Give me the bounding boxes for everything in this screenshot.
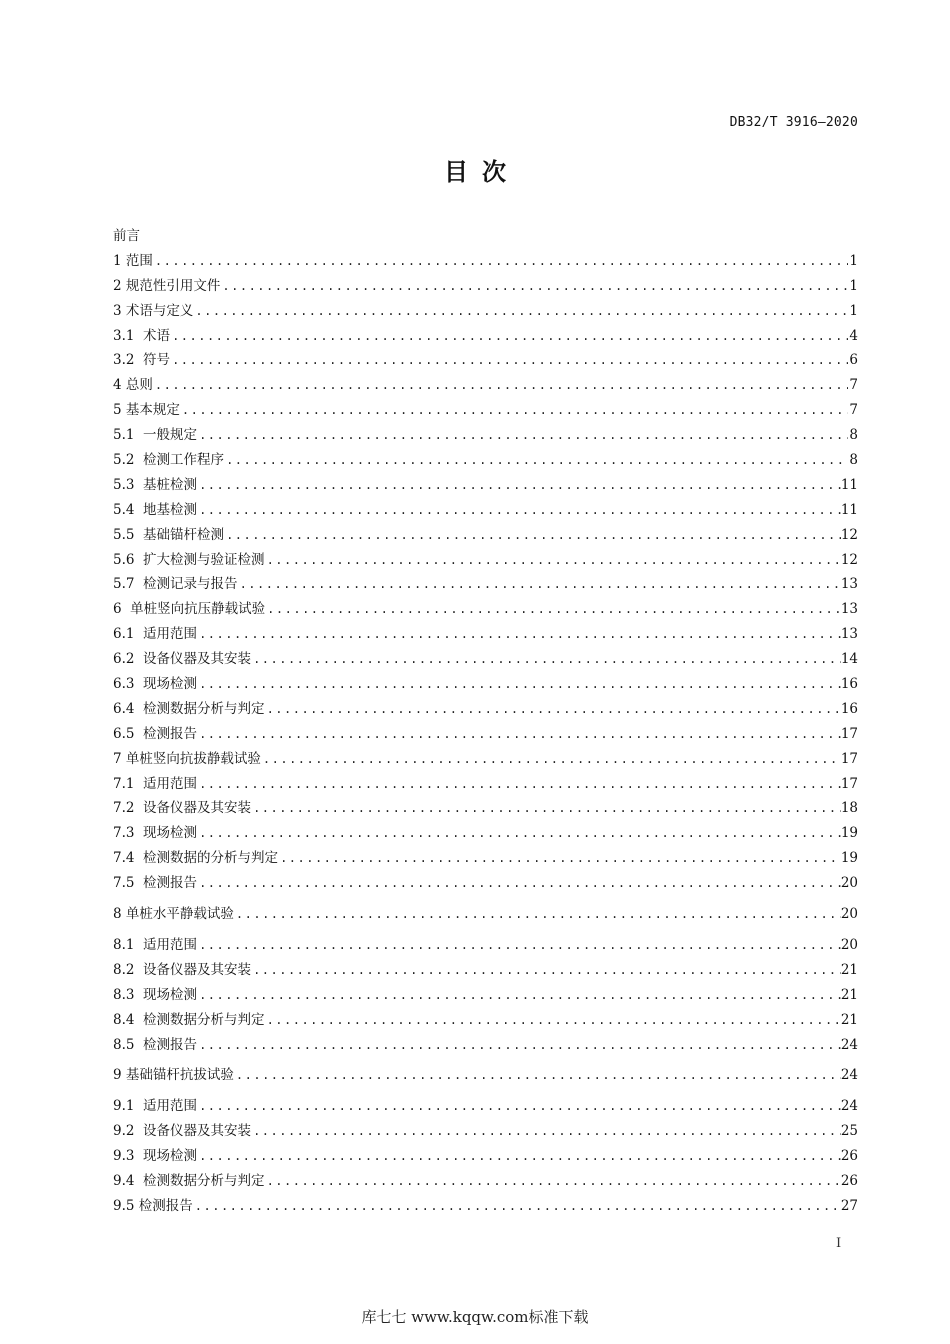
toc-entry-label: 5.3 基桩检测 [113,476,198,493]
toc-entry-label: 3.1 术语 [113,327,171,344]
toc-entry-label: 6.4 检测数据分析与判定 [113,700,265,717]
toc-entry-label: 9 基础锚杆抗拔试验 [113,1067,234,1084]
toc-leader-dots [224,523,841,548]
toc-leader-dots [193,299,848,324]
toc-leader-dots [197,871,841,896]
page-title: 目次 [444,158,520,186]
toc-page-number: 1 [849,277,858,294]
toc-entry[interactable] [113,722,858,747]
toc-entry[interactable] [113,672,858,697]
toc-entry[interactable] [113,274,858,299]
toc-leader-dots [265,548,841,573]
toc-entry[interactable] [113,398,858,423]
toc-entry-label: 7.3 现场检测 [113,825,198,842]
toc-page-number: 26 [840,1148,858,1165]
toc-entry-label: 8.3 现场检测 [113,986,198,1003]
toc-entry[interactable] [113,1033,858,1058]
toc-leader-dots [261,747,841,772]
toc-entry[interactable] [113,448,858,473]
toc-entry-label: 3 术语与定义 [113,302,194,319]
toc-entry[interactable] [113,1169,858,1194]
toc-leader-dots [265,597,841,622]
toc-entry[interactable] [113,348,858,373]
toc-entry-label: 8.5 检测报告 [113,1036,198,1053]
toc-entry[interactable] [113,622,858,647]
toc-leader-dots [197,1094,841,1119]
toc-entry-label: 4 总则 [113,377,153,394]
toc-entry[interactable] [113,1063,858,1088]
toc-entry-label: 5.2 检测工作程序 [113,452,225,469]
toc-leader-dots [251,647,841,672]
toc-entry[interactable] [113,846,858,871]
toc-entry-label: 9.4 检测数据分析与判定 [113,1172,265,1189]
toc-entry[interactable] [113,299,858,324]
toc-entry-label: 6.3 现场检测 [113,676,198,693]
toc-entry[interactable] [113,572,858,597]
toc-entry[interactable] [113,498,858,523]
toc-page-number: 1 [849,252,858,269]
toc-entry[interactable] [113,1119,858,1144]
toc-entry[interactable] [113,249,858,274]
toc-page-number: 24 [840,1067,858,1084]
toc-entry-label: 5.1 一般规定 [113,427,198,444]
toc-entry-label: 2 规范性引用文件 [113,277,221,294]
toc-leader-dots [197,983,841,1008]
toc-entry-label: 8.4 检测数据分析与判定 [113,1011,265,1028]
toc-leader-dots [251,1119,841,1144]
toc-entry[interactable] [113,423,858,448]
toc-leader-dots [180,398,848,423]
toc-page-number: 16 [840,676,858,693]
toc-entry[interactable] [113,796,858,821]
toc-entry[interactable] [113,373,858,398]
toc-leader-dots [197,821,841,846]
toc-leader-dots [170,348,848,373]
toc-leader-dots [251,958,841,983]
toc-entry-label: 8.2 设备仪器及其安装 [113,961,252,978]
toc-leader-dots [265,1169,841,1194]
toc-page-number: 21 [840,986,858,1003]
toc-page-number: 8 [849,427,858,444]
toc-entry-label: 5.6 扩大检测与验证检测 [113,551,265,568]
toc-entry[interactable] [113,902,858,927]
toc-page-number: 20 [840,875,858,892]
toc-leader-dots [193,1194,841,1219]
toc-leader-dots [234,1063,841,1088]
toc-page-number: 11 [840,476,858,493]
toc-page-number: 26 [840,1172,858,1189]
toc-page-number: 24 [840,1098,858,1115]
toc-leader-dots [153,249,848,274]
toc-page-number: 20 [840,936,858,953]
toc-page-number: 1 [849,302,858,319]
toc-entry-label: 6.2 设备仪器及其安装 [113,651,252,668]
toc-entry-label: 5 基本规定 [113,402,180,419]
toc-page-number: 27 [840,1197,858,1214]
toc-entry-label: 5.4 地基检测 [113,501,198,518]
toc-entry-label: 1 范围 [113,252,153,269]
toc-entry-foreword[interactable] [113,224,858,249]
toc-leader-dots [265,697,841,722]
toc-leader-dots [197,473,841,498]
toc-leader-dots [265,1008,841,1033]
toc-page-number: 17 [840,725,858,742]
toc-entry[interactable] [113,1094,858,1119]
toc-page-number: 24 [840,1036,858,1053]
toc-page-number: 17 [840,775,858,792]
toc-page-number: 21 [840,1011,858,1028]
toc-leader-dots [278,846,841,871]
toc-page-number: 8 [849,452,858,469]
toc-entry-label: 7.1 适用范围 [113,775,198,792]
toc-entry[interactable] [113,548,858,573]
toc-page-number: 6 [849,352,858,369]
toc-leader-dots [170,324,848,349]
toc-entry-label: 7.5 检测报告 [113,875,198,892]
toc-entry[interactable] [113,1008,858,1033]
toc-page-number: 13 [840,576,858,593]
toc-entry[interactable] [113,647,858,672]
toc-entry[interactable] [113,1194,858,1219]
toc-entry-label: 8 单桩水平静载试验 [113,906,234,923]
toc-entry[interactable] [113,933,858,958]
toc-entry-label: 6.1 适用范围 [113,626,198,643]
toc-page-number: 19 [840,825,858,842]
document-code: DB32/T 3916—2020 [729,115,858,130]
toc-leader-dots [220,274,848,299]
toc-entry-label: 9.1 适用范围 [113,1098,198,1115]
toc-page-number: 21 [840,961,858,978]
toc-entry[interactable] [113,983,858,1008]
toc-entry-label: 9.3 现场检测 [113,1148,198,1165]
toc-leader-dots [153,373,848,398]
toc-entry-label: 5.5 基础锚杆检测 [113,526,225,543]
toc-entry[interactable] [113,324,858,349]
toc-page-number: 4 [849,327,858,344]
toc-leader-dots [197,1033,841,1058]
toc-leader-dots [197,722,841,747]
toc-page-number: 20 [840,906,858,923]
toc-page-number: 17 [840,750,858,767]
toc-entry[interactable] [113,473,858,498]
toc-page-number: 12 [840,526,858,543]
toc-leader-dots [197,933,841,958]
toc-page-number: 13 [840,626,858,643]
toc-leader-dots [197,423,848,448]
toc-entry-label: 7.4 检测数据的分析与判定 [113,850,279,867]
toc-entry[interactable] [113,597,858,622]
toc-page-number: 25 [840,1123,858,1140]
toc-entry-label: 8.1 适用范围 [113,936,198,953]
toc-leader-dots [197,498,841,523]
toc-entry[interactable] [113,523,858,548]
toc-page-number: 7 [849,402,858,419]
toc-page-number: 18 [840,800,858,817]
toc-page-number: 19 [840,850,858,867]
toc-page-number: 12 [840,551,858,568]
toc-leader-dots [197,672,841,697]
footer-watermark: 库七七 www.kqqw.com标准下载 [361,1308,589,1326]
toc-entry[interactable] [113,821,858,846]
toc-leader-dots [197,772,841,797]
toc-page-number: 7 [849,377,858,394]
toc-entry[interactable] [113,697,858,722]
toc-entry[interactable] [113,772,858,797]
toc-leader-dots [197,622,841,647]
table-of-contents [113,224,858,1219]
toc-entry-label: 7 单桩竖向抗拔静载试验 [113,750,261,767]
toc-entry-label: 9.5 检测报告 [113,1197,193,1214]
toc-leader-dots [251,796,841,821]
toc-entry-label: 7.2 设备仪器及其安装 [113,800,252,817]
toc-entry[interactable] [113,871,858,896]
toc-leader-dots [234,902,841,927]
toc-entry-label: 3.2 符号 [113,352,171,369]
toc-page-number: 14 [840,651,858,668]
toc-page-number: 11 [840,501,858,518]
toc-entry-label: 9.2 设备仪器及其安装 [113,1123,252,1140]
toc-leader-dots [224,448,848,473]
toc-entry-label: 6.5 检测报告 [113,725,198,742]
toc-leader-dots [238,572,841,597]
toc-leader-dots [197,1144,841,1169]
toc-entry-label: 5.7 检测记录与报告 [113,576,238,593]
toc-entry-label: 前言 [113,228,140,244]
toc-entry[interactable] [113,958,858,983]
page-number: I [836,1236,842,1251]
toc-entry[interactable] [113,747,858,772]
toc-page-number: 13 [840,601,858,618]
toc-entry[interactable] [113,1144,858,1169]
toc-entry-label: 6 单桩竖向抗压静载试验 [113,601,266,618]
toc-page-number: 16 [840,700,858,717]
